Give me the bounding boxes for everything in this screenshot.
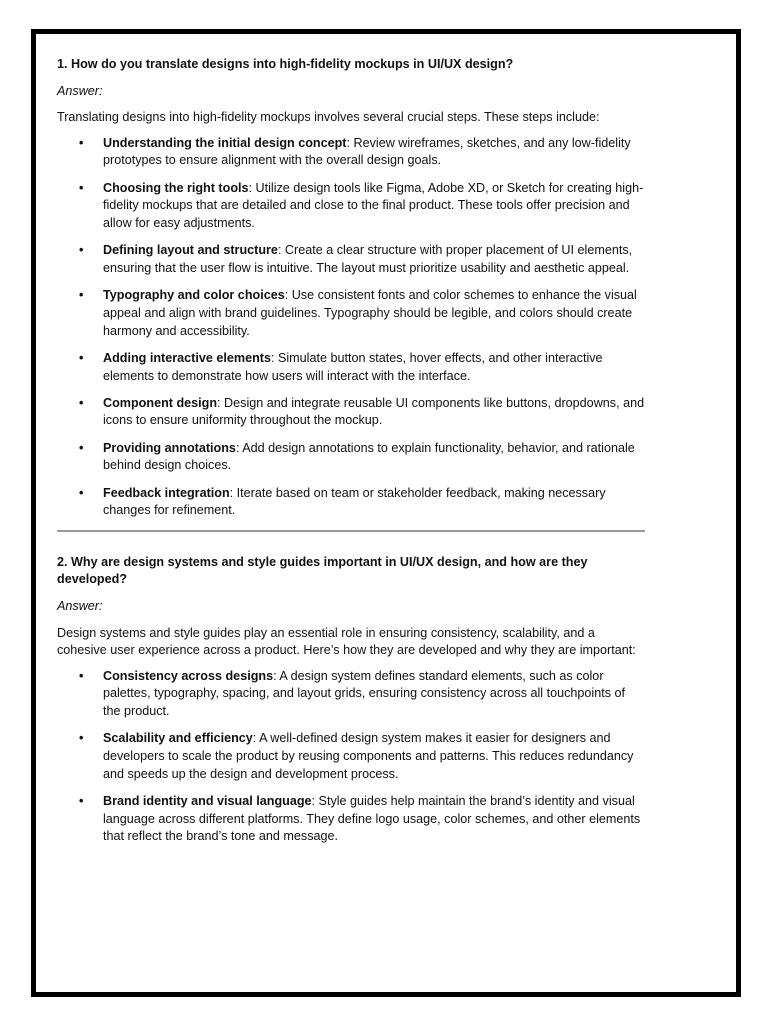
list-item-description: : Iterate based on team or stakeholder feedback, making necessary changes for refinement. (103, 485, 606, 518)
list-item (57, 485, 645, 520)
bullet-icon: • (79, 395, 84, 410)
answer-2-label: Answer: (57, 599, 103, 614)
bullet-icon: • (79, 288, 84, 303)
answer-2-intro: Design systems and style guides play an essential role in ensuring consistency, scalability, and a cohesive user experience across a product. Here’s how they are developed and why they are important: (57, 625, 636, 658)
bullet-icon: • (79, 668, 84, 683)
list-item-term: Brand identity and visual language (103, 793, 312, 808)
list-item (57, 287, 645, 340)
list-item-term: Providing annotations (103, 440, 236, 455)
bullet-icon: • (79, 440, 84, 455)
list-item-term: Understanding the initial design concept (103, 135, 347, 150)
list-item-description: : Design and integrate reusable UI components like buttons, dropdowns, and icons to ensure uniformity throughout the mockup. (103, 395, 645, 428)
list-item-description: : Use consistent fonts and color schemes to enhance the visual appeal and align with brand guidelines. Typography should be legible, and colors should create harmony and accessibility. (103, 288, 637, 338)
list-item-description: : A well-defined design system makes it easier for designers and developers to scale the product by reusing components and patterns. This reduces redundancy and speeds up the design and development process. (103, 731, 634, 781)
section-1 (57, 56, 645, 520)
list-item (57, 440, 645, 475)
steps-list (57, 135, 645, 520)
list-item (57, 350, 645, 385)
list-item-term: Defining layout and structure (103, 243, 278, 258)
list-item-term: Typography and color choices (103, 288, 285, 303)
list-item-description: : Create a clear structure with proper placement of UI elements, ensuring that the user flow is intuitive. The layout must prioritize usability and aesthetic appeal. (103, 243, 633, 275)
list-item-term: Scalability and efficiency (103, 731, 253, 746)
bullet-icon: • (79, 485, 84, 500)
list-item (57, 180, 645, 233)
bullet-icon: • (79, 243, 84, 258)
bullet-icon: • (79, 793, 84, 808)
answer-1-label: Answer: (57, 83, 103, 98)
question-1-heading: 1. How do you translate designs into high-fidelity mockups in UI/UX design? (57, 57, 514, 71)
bullet-icon: • (79, 180, 84, 195)
list-item-term: Consistency across designs (103, 668, 274, 683)
list-item-term: Choosing the right tools (103, 180, 249, 195)
document-content (57, 56, 645, 856)
list-item (57, 135, 645, 170)
reasons-list (57, 668, 645, 846)
list-item-term: Feedback integration (103, 485, 230, 500)
list-item-term: Component design (103, 395, 218, 410)
answer-1-intro: Translating designs into high-fidelity mockups involves several crucial steps. These steps include: (57, 110, 600, 125)
list-item-description: : Review wireframes, sketches, and any low-fidelity prototypes to ensure alignment with the overall design goals. (103, 135, 631, 168)
section-divider (57, 530, 645, 532)
bullet-icon: • (79, 135, 84, 150)
list-item-description: : Utilize design tools like Figma, Adobe XD, or Sketch for creating high-fidelity mockups that are detailed and close to the final product. These tools offer precision and allow for easy adjustments. (103, 180, 644, 230)
list-item (57, 242, 645, 277)
list-item-description: : A design system defines standard elements, such as color palettes, typography, spacing, and layout grids, ensuring consistency across all touchpoints of the product. (103, 668, 626, 718)
list-item-description: : Add design annotations to explain functionality, behavior, and rationale behind design choices. (103, 440, 635, 473)
list-item (57, 793, 645, 846)
question-2-heading: 2. Why are design systems and style guides important in UI/UX design, and how are they developed? (57, 554, 588, 587)
section-2 (57, 554, 645, 846)
list-item (57, 730, 645, 783)
bullet-icon: • (79, 731, 84, 746)
list-item (57, 395, 645, 430)
list-item (57, 668, 645, 721)
list-item-description: : Simulate button states, hover effects, and other interactive elements to demonstrate how users will interact with the interface. (103, 350, 603, 383)
list-item-term: Adding interactive elements (103, 350, 271, 365)
bullet-icon: • (79, 350, 84, 365)
list-item-description: : Style guides help maintain the brand’s identity and visual language across different platforms. They define logo usage, color schemes, and other elements that reflect the brand’s tone and message. (103, 793, 641, 844)
